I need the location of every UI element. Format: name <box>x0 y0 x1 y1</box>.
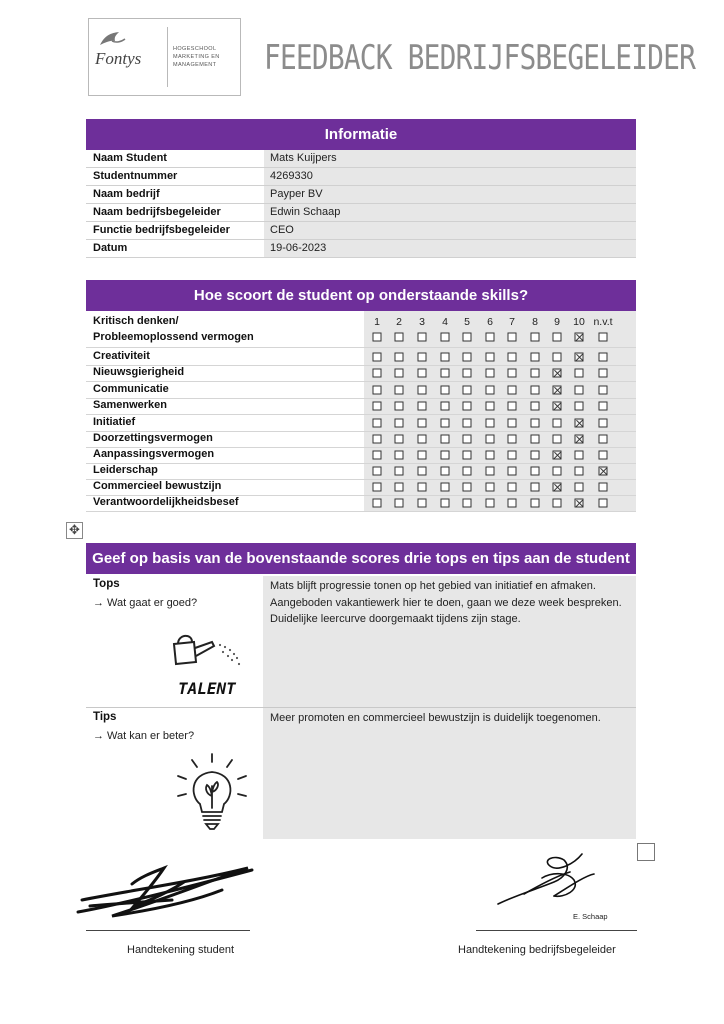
skill-label: Samenwerken <box>93 399 167 411</box>
score-checkbox[interactable] <box>531 333 540 342</box>
logo-wordmark: Fontys <box>95 49 142 68</box>
info-label: Datum <box>86 240 264 257</box>
score-checkbox[interactable] <box>531 419 540 428</box>
score-checkbox[interactable] <box>373 419 382 428</box>
skill-label: Commercieel bewustzijn <box>93 480 222 492</box>
info-row-student-number <box>86 168 636 186</box>
score-checkbox[interactable] <box>441 467 450 476</box>
tips-subtitle: → Wat kan er beter? <box>93 730 195 742</box>
score-checkbox[interactable] <box>531 483 540 492</box>
score-checkbox[interactable] <box>418 483 427 492</box>
score-checkbox[interactable] <box>441 333 450 342</box>
score-checkbox[interactable] <box>575 499 584 508</box>
score-checkbox[interactable] <box>486 451 495 460</box>
score-checkbox[interactable] <box>418 467 427 476</box>
score-checkbox[interactable] <box>395 467 404 476</box>
student-signature-line <box>86 930 250 931</box>
score-checkbox[interactable] <box>395 333 404 342</box>
skill-row-divider <box>86 479 636 480</box>
skill-row-divider <box>86 463 636 464</box>
score-checkbox[interactable] <box>395 402 404 411</box>
skill-row-divider <box>86 447 636 448</box>
scale-number-8: 8 <box>532 316 538 328</box>
score-checkbox[interactable] <box>575 333 584 342</box>
tops-text: Mats blijft progressie tonen op het gebied van initiatief en afmaken. Aangeboden vakantiewerk hier te doen, gaan we deze week bespreken. Duidelijke leercurve doorgemaakt tijdens zijn stage. <box>270 580 622 625</box>
score-checkbox[interactable] <box>531 451 540 460</box>
score-checkbox[interactable] <box>441 419 450 428</box>
score-checkbox[interactable] <box>395 369 404 378</box>
skill-label: Doorzettingsvermogen <box>93 432 213 444</box>
score-checkbox[interactable] <box>441 435 450 444</box>
score-checkbox[interactable] <box>531 499 540 508</box>
score-checkbox[interactable] <box>395 451 404 460</box>
score-checkbox[interactable] <box>418 499 427 508</box>
tips-title: Tips <box>93 711 117 723</box>
tops-subtitle: → Wat gaat er goed? <box>93 597 198 609</box>
tops-title: Tops <box>93 578 120 590</box>
skill-label: Initiatief <box>93 416 136 428</box>
score-checkbox[interactable] <box>508 483 517 492</box>
tops-text-cell[interactable] <box>263 576 636 707</box>
info-label: Functie bedrijfsbegeleider <box>86 222 264 239</box>
score-checkbox[interactable] <box>553 483 562 492</box>
logo-sub-line: MARKETING EN <box>173 54 220 60</box>
score-checkbox[interactable] <box>486 353 495 362</box>
student-signature <box>72 860 258 926</box>
supervisor-field[interactable]: Edwin Schaap <box>264 204 636 221</box>
info-row-student-name <box>86 150 636 168</box>
score-checkbox[interactable] <box>508 369 517 378</box>
score-checkbox[interactable] <box>441 369 450 378</box>
scale-number-10: 10 <box>573 316 585 328</box>
logo-divider <box>167 27 168 87</box>
score-checkbox[interactable] <box>486 402 495 411</box>
scale-number-2: 2 <box>396 316 402 328</box>
info-label: Naam Student <box>86 150 264 167</box>
score-checkbox[interactable] <box>599 369 608 378</box>
score-checkbox[interactable] <box>508 467 517 476</box>
score-checkbox[interactable] <box>486 419 495 428</box>
score-checkbox[interactable] <box>463 451 472 460</box>
skill-row-divider <box>86 511 636 512</box>
score-checkbox[interactable] <box>373 386 382 395</box>
score-checkbox[interactable] <box>463 467 472 476</box>
score-checkbox[interactable] <box>441 402 450 411</box>
score-checkbox[interactable] <box>575 467 584 476</box>
score-checkbox[interactable] <box>599 333 608 342</box>
score-checkbox[interactable] <box>531 435 540 444</box>
score-checkbox[interactable] <box>486 483 495 492</box>
score-checkbox[interactable] <box>575 402 584 411</box>
skills-scores-column <box>364 311 636 511</box>
page-title: FEEDBACK BEDRIJFSBEGELEIDER <box>264 38 696 78</box>
score-checkbox[interactable] <box>418 386 427 395</box>
skill-row-divider <box>86 431 636 432</box>
score-checkbox[interactable] <box>531 353 540 362</box>
score-checkbox[interactable] <box>531 467 540 476</box>
fontys-bird-icon <box>97 29 127 51</box>
scale-number-4: 4 <box>442 316 448 328</box>
score-checkbox[interactable] <box>463 369 472 378</box>
tops-tips-section-header: Geef op basis van de bovenstaande scores drie tops en tips aan de student <box>86 543 636 574</box>
score-checkbox[interactable] <box>508 419 517 428</box>
score-checkbox[interactable] <box>486 499 495 508</box>
score-checkbox[interactable] <box>553 333 562 342</box>
score-checkbox[interactable] <box>599 419 608 428</box>
skill-row-divider <box>86 398 636 399</box>
score-checkbox[interactable] <box>553 467 562 476</box>
score-checkbox[interactable] <box>531 386 540 395</box>
score-checkbox[interactable] <box>463 435 472 444</box>
score-checkbox[interactable] <box>463 483 472 492</box>
score-checkbox[interactable] <box>373 369 382 378</box>
skill-row-divider <box>86 365 636 366</box>
score-checkbox[interactable] <box>553 369 562 378</box>
score-checkbox[interactable] <box>486 333 495 342</box>
skill-label: Nieuwsgierigheid <box>93 366 185 378</box>
score-checkbox[interactable] <box>373 483 382 492</box>
score-checkbox[interactable] <box>599 483 608 492</box>
supervisor-printed-name: E. Schaap <box>573 912 608 921</box>
score-checkbox[interactable] <box>441 483 450 492</box>
skills-section-header: Hoe scoort de student op onderstaande skills? <box>86 280 636 311</box>
logo-sub-line: MANAGEMENT <box>173 62 217 68</box>
supervisor-role-field[interactable]: CEO <box>264 222 636 239</box>
score-checkbox[interactable] <box>395 435 404 444</box>
score-checkbox[interactable] <box>395 419 404 428</box>
tops-tips-table <box>86 576 636 839</box>
skills-table <box>86 311 636 511</box>
score-checkbox[interactable] <box>418 402 427 411</box>
info-row-company <box>86 186 636 204</box>
tips-text: Meer promoten en commercieel bewustzijn is duidelijk toegenomen. <box>270 712 601 724</box>
supervisor-signature <box>494 846 600 910</box>
score-checkbox[interactable] <box>373 499 382 508</box>
info-label: Naam bedrijfsbegeleider <box>86 204 264 221</box>
scale-number-9: 9 <box>554 316 560 328</box>
score-checkbox[interactable] <box>373 402 382 411</box>
score-checkbox[interactable] <box>599 353 608 362</box>
score-checkbox[interactable] <box>486 386 495 395</box>
info-row-date <box>86 240 636 258</box>
scale-number-1: 1 <box>374 316 380 328</box>
info-section-header: Informatie <box>86 119 636 150</box>
score-checkbox[interactable] <box>486 435 495 444</box>
score-checkbox[interactable] <box>395 483 404 492</box>
score-checkbox[interactable] <box>553 451 562 460</box>
info-label: Naam bedrijf <box>86 186 264 203</box>
company-field[interactable]: Payper BV <box>264 186 636 203</box>
supervisor-signature-line <box>476 930 637 931</box>
score-checkbox[interactable] <box>508 451 517 460</box>
score-checkbox[interactable] <box>418 451 427 460</box>
logo-sub-line: HOGESCHOOL <box>173 46 217 52</box>
score-checkbox[interactable] <box>599 467 608 476</box>
score-checkbox[interactable] <box>463 333 472 342</box>
score-checkbox[interactable] <box>575 435 584 444</box>
score-checkbox[interactable] <box>531 402 540 411</box>
score-checkbox[interactable] <box>441 353 450 362</box>
score-checkbox[interactable] <box>599 499 608 508</box>
score-checkbox[interactable] <box>531 369 540 378</box>
small-checkbox[interactable] <box>637 843 655 861</box>
score-checkbox[interactable] <box>395 386 404 395</box>
fontys-logo <box>88 18 241 96</box>
skill-row-divider <box>86 414 636 415</box>
score-checkbox[interactable] <box>373 333 382 342</box>
score-checkbox[interactable] <box>373 451 382 460</box>
info-label: Studentnummer <box>86 168 264 185</box>
info-row-supervisor-role <box>86 222 636 240</box>
skills-labels-column <box>86 311 363 511</box>
scale-number-6: 6 <box>487 316 493 328</box>
score-checkbox[interactable] <box>463 419 472 428</box>
score-checkbox[interactable] <box>418 419 427 428</box>
score-checkbox[interactable] <box>575 353 584 362</box>
score-checkbox[interactable] <box>599 386 608 395</box>
tips-text-cell[interactable] <box>263 708 636 839</box>
score-checkbox[interactable] <box>553 402 562 411</box>
score-checkbox[interactable] <box>508 353 517 362</box>
score-checkbox[interactable] <box>486 467 495 476</box>
score-checkbox[interactable] <box>553 499 562 508</box>
score-checkbox[interactable] <box>508 333 517 342</box>
score-checkbox[interactable] <box>463 353 472 362</box>
score-checkbox[interactable] <box>373 467 382 476</box>
score-checkbox[interactable] <box>441 499 450 508</box>
score-checkbox[interactable] <box>575 483 584 492</box>
skill-label: Kritisch denken/ Probleemoplossend vermogen <box>93 315 254 343</box>
score-checkbox[interactable] <box>418 353 427 362</box>
info-table <box>86 150 636 258</box>
scale-number-n.v.t: n.v.t <box>593 316 613 328</box>
score-checkbox[interactable] <box>395 499 404 508</box>
score-checkbox[interactable] <box>373 353 382 362</box>
tips-label-cell <box>86 708 262 839</box>
score-checkbox[interactable] <box>575 419 584 428</box>
lightbulb-icon <box>174 752 250 834</box>
score-checkbox[interactable] <box>441 451 450 460</box>
score-checkbox[interactable] <box>418 435 427 444</box>
score-checkbox[interactable] <box>486 369 495 378</box>
score-checkbox[interactable] <box>508 435 517 444</box>
skill-label: Verantwoordelijkheidsbesef <box>93 496 239 508</box>
score-checkbox[interactable] <box>575 386 584 395</box>
score-checkbox[interactable] <box>418 333 427 342</box>
score-checkbox[interactable] <box>441 386 450 395</box>
skill-row-divider <box>86 347 636 348</box>
score-checkbox[interactable] <box>463 499 472 508</box>
score-checkbox[interactable] <box>599 435 608 444</box>
supervisor-signature-caption: Handtekening bedrijfsbegeleider <box>458 944 616 956</box>
scale-number-7: 7 <box>509 316 515 328</box>
skill-row-divider <box>86 495 636 496</box>
scale-number-3: 3 <box>419 316 425 328</box>
student-number-field[interactable]: 4269330 <box>264 168 636 185</box>
score-checkbox[interactable] <box>395 353 404 362</box>
score-checkbox[interactable] <box>508 386 517 395</box>
score-checkbox[interactable] <box>553 386 562 395</box>
score-checkbox[interactable] <box>553 419 562 428</box>
skill-label: Communicatie <box>93 383 169 395</box>
score-checkbox[interactable] <box>599 402 608 411</box>
skill-row-divider <box>86 381 636 382</box>
info-row-supervisor <box>86 204 636 222</box>
scale-number-5: 5 <box>464 316 470 328</box>
watering-can-icon <box>168 630 258 702</box>
skill-label: Leiderschap <box>93 464 158 476</box>
score-checkbox[interactable] <box>463 386 472 395</box>
score-checkbox[interactable] <box>575 451 584 460</box>
score-checkbox[interactable] <box>508 402 517 411</box>
logo-subtitle <box>173 45 220 69</box>
tops-label-cell <box>86 576 262 707</box>
student-signature-caption: Handtekening student <box>127 944 235 956</box>
score-checkbox[interactable] <box>599 451 608 460</box>
score-checkbox[interactable] <box>418 369 427 378</box>
skill-label: Aanpassingsvermogen <box>93 448 215 460</box>
date-field[interactable]: 19-06-2023 <box>264 240 636 257</box>
talent-word: TALENT <box>178 679 236 698</box>
score-checkbox[interactable] <box>508 499 517 508</box>
score-checkbox[interactable] <box>553 435 562 444</box>
table-move-handle[interactable]: ✥ <box>66 522 83 539</box>
score-checkbox[interactable] <box>373 435 382 444</box>
score-checkbox[interactable] <box>553 353 562 362</box>
score-checkbox[interactable] <box>463 402 472 411</box>
score-checkbox[interactable] <box>575 369 584 378</box>
student-name-field[interactable]: Mats Kuijpers <box>264 150 636 167</box>
skill-label: Creativiteit <box>93 350 150 362</box>
